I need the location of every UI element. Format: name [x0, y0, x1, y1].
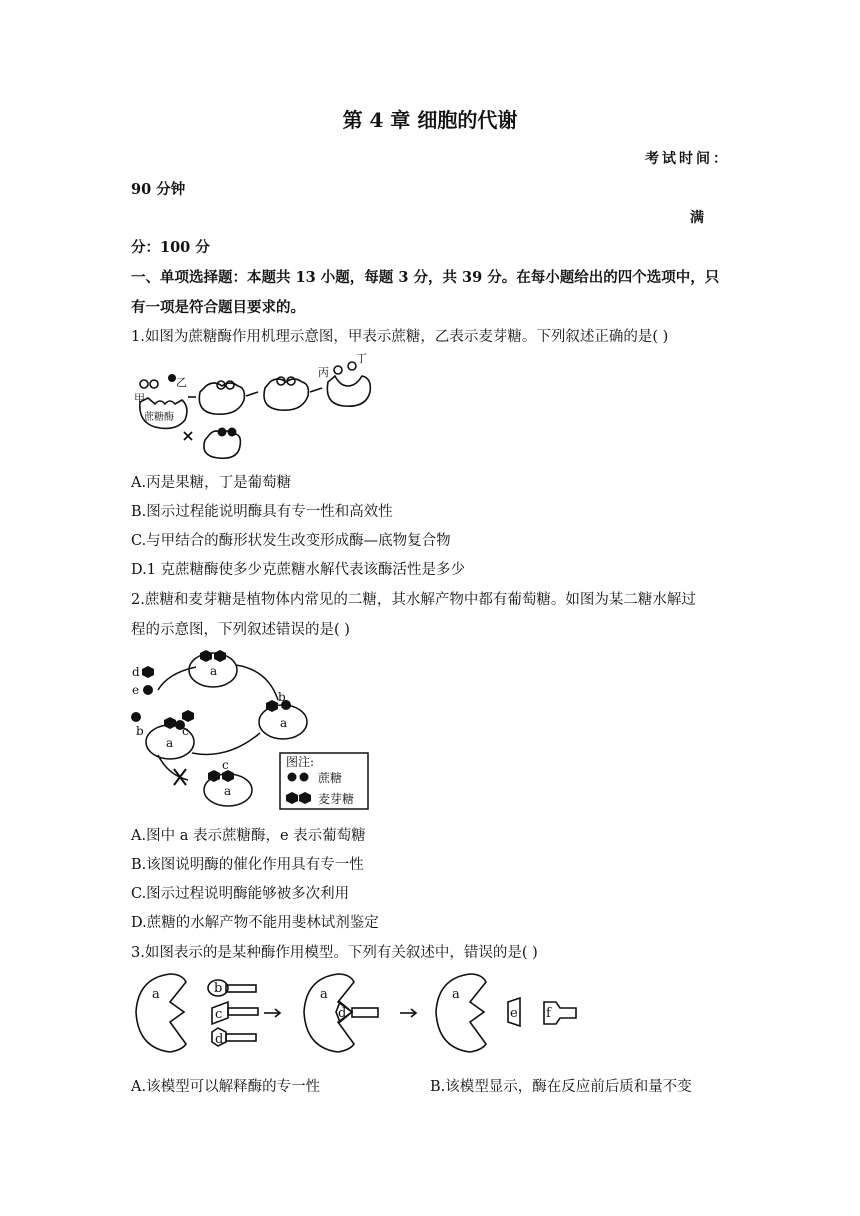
q3-label-e: e: [510, 1006, 518, 1021]
page-title: 第 4 章 细胞的代谢: [342, 108, 518, 132]
q2-option-a: A.图中 a 表示蔗糖酶，e 表示葡萄糖: [131, 828, 366, 844]
q3-label-a-3: a: [452, 987, 460, 1002]
q2-label-a-right: a: [280, 716, 288, 730]
q1-option-c: C.与甲结合的酶形状发生改变形成酶—底物复合物: [131, 533, 451, 549]
q2-label-c-bottom: c: [222, 758, 229, 772]
q3-label-a-2: a: [320, 987, 328, 1002]
q3-label-d-1: d: [215, 1032, 224, 1047]
q2-label-a-left: a: [166, 736, 174, 750]
q2-legend-maltose: 麦芽糖: [318, 792, 355, 806]
q1-option-a: A.丙是果糖，丁是葡萄糖: [131, 475, 292, 491]
q1-stem: 1.如图为蔗糖酶作用机理示意图，甲表示蔗糖，乙表示麦芽糖。下列叙述正确的是( ): [131, 329, 669, 345]
q1-label-bing: 丙: [318, 366, 329, 379]
q1-option-b: B.图示过程能说明酶具有专一性和高效性: [131, 504, 393, 520]
q1-option-d: D.1 克蔗糖酶使多少克蔗糖水解代表该酶活性是多少: [131, 562, 466, 578]
q3-label-c: c: [215, 1007, 223, 1022]
full-score-value: 分：100 分: [131, 239, 210, 256]
q3-label-a-1: a: [152, 987, 160, 1002]
q3-option-b: B.该模型显示，酶在反应前后质和量不变: [430, 1079, 692, 1095]
q3-label-b: b: [214, 981, 223, 996]
q2-stem-line2: 程的示意图，下列叙述错误的是( ): [131, 622, 350, 638]
section-heading-line2: 有一项是符合题目要求的。: [131, 299, 305, 316]
q2-option-d: D.蔗糖的水解产物不能用斐林试剂鉴定: [131, 915, 379, 931]
q3-option-a: A.该模型可以解释酶的专一性: [131, 1079, 321, 1095]
q2-label-b-right: b: [278, 690, 286, 704]
q3-label-d-2: d: [338, 1006, 347, 1021]
q1-label-enzyme: 蔗糖酶: [144, 412, 174, 423]
full-score-label: 满: [690, 210, 707, 226]
q2-label-c-left: c: [182, 724, 189, 738]
q1-label-jia: 甲: [134, 392, 145, 405]
q2-label-a-bottom: a: [224, 784, 232, 798]
q2-label-b-left: b: [136, 724, 144, 738]
q2-label-d: d: [132, 665, 140, 679]
q2-stem-line1: 2.蔗糖和麦芽糖是植物体内常见的二糖，其水解产物中都有葡萄糖。如图为某二糖水解过: [131, 592, 696, 608]
q2-option-c: C.图示过程说明酶能够被多次利用: [131, 886, 350, 902]
q2-label-a-top: a: [210, 664, 218, 678]
q3-stem: 3.如图表示的是某种酶作用模型。下列有关叙述中，错误的是( ): [131, 945, 538, 961]
q1-figure: [130, 352, 390, 462]
q2-legend-title: 图注:: [286, 755, 315, 769]
q1-label-yi: 乙: [176, 376, 187, 389]
q3-label-f: f: [546, 1006, 551, 1021]
q2-option-b: B.该图说明酶的催化作用具有专一性: [131, 857, 364, 873]
exam-time-label: 考试时间：: [645, 151, 730, 167]
exam-time-value: 90 分钟: [131, 181, 186, 198]
q3-figure: [130, 968, 580, 1060]
section-heading-line1: 一、单项选择题：本题共 13 小题，每题 3 分，共 39 分。在每小题给出的四个选项中，只: [131, 269, 720, 286]
q1-label-ding: 丁: [356, 352, 367, 365]
q2-figure: [128, 645, 373, 810]
q2-legend-sucrose: 蔗糖: [318, 771, 343, 785]
q2-label-e: e: [132, 683, 140, 697]
